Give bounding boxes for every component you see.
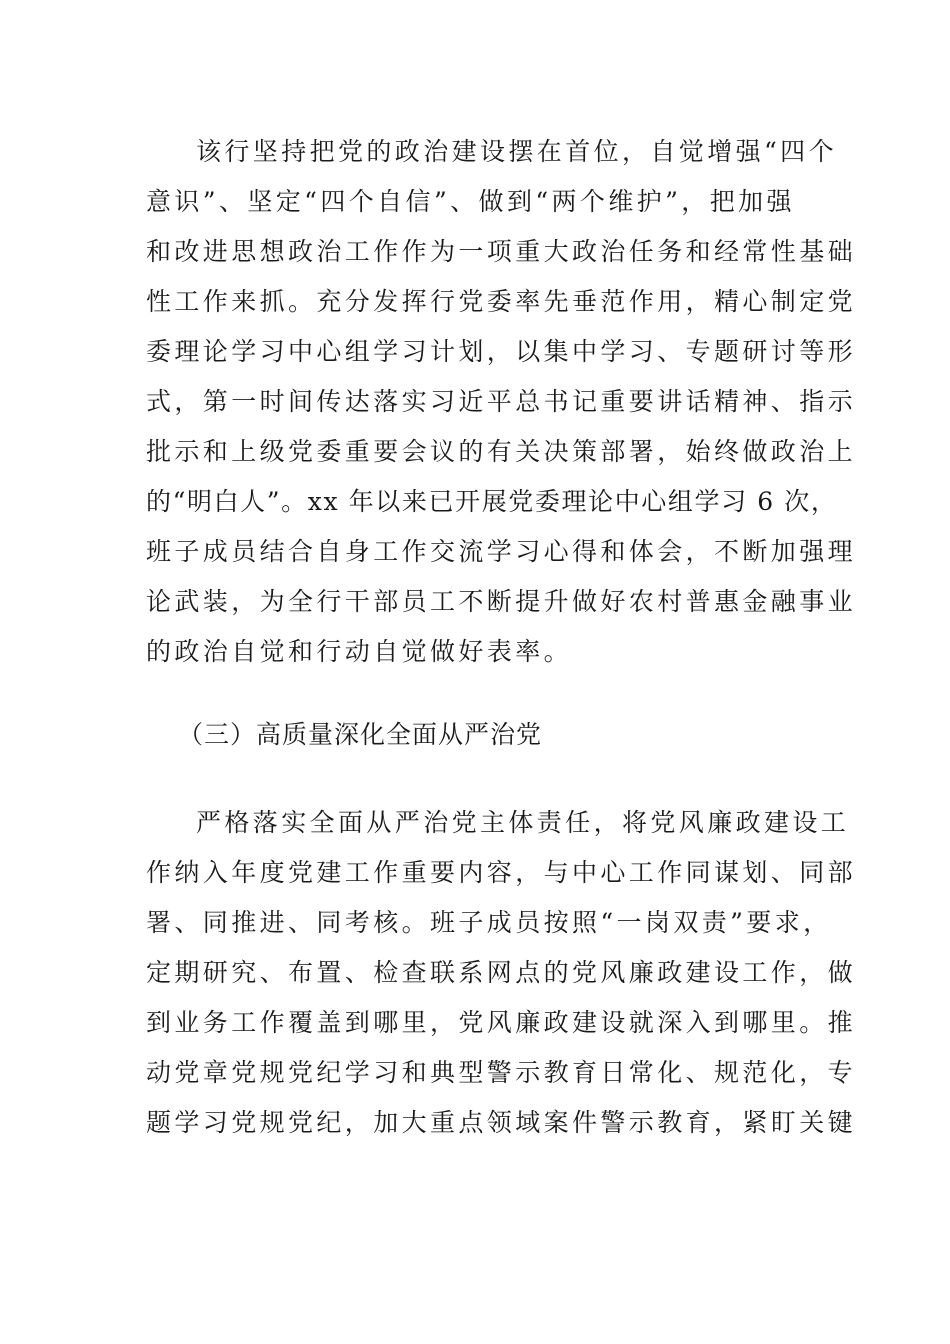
paragraph-line: 作纳入年度党建工作重要内容，与中心工作同谋划、同部 (146, 858, 857, 887)
paragraph-line: 论武装，为全行干部员工不断提升做好农村普惠金融事业 (146, 587, 857, 616)
paragraph-line: 该行坚持把党的政治建设摆在首位，自觉增强“四个 (196, 137, 837, 166)
paragraph-line: 的政治自觉和行动自觉做好表率。 (146, 637, 573, 666)
paragraph-line: 批示和上级党委重要会议的有关决策部署，始终做政治上 (146, 437, 857, 466)
paragraph-line: 意识”、坚定“四个自信”、做到“两个维护”，把加强 (146, 187, 795, 216)
paragraph-line: 到业务工作覆盖到哪里，党风廉政建设就深入到哪里。推 (146, 1008, 857, 1037)
paragraph-line: 严格落实全面从严治党主体责任，将党风廉政建设工 (196, 808, 850, 837)
paragraph-line: 定期研究、布置、检查联系网点的党风廉政建设工作，做 (146, 958, 857, 987)
paragraph-line: 和改进思想政治工作作为一项重大政治任务和经常性基础 (146, 237, 857, 266)
section-heading: （三）高质量深化全面从严治党 (178, 720, 543, 749)
paragraph-line: 委理论学习中心组学习计划，以集中学习、专题研讨等形 (146, 337, 857, 366)
paragraph-line: 题学习党规党纪，加大重点领域案件警示教育，紧盯关键 (146, 1108, 857, 1137)
paragraph-line: 动党章党规党纪学习和典型警示教育日常化、规范化，专 (146, 1058, 857, 1087)
paragraph-line: 班子成员结合自身工作交流学习心得和体会，不断加强理 (146, 537, 857, 566)
paragraph-line: 式，第一时间传达落实习近平总书记重要讲话精神、指示 (146, 387, 857, 416)
paragraph-line: 性工作来抓。充分发挥行党委率先垂范作用，精心制定党 (146, 287, 857, 316)
paragraph-line: 的“明白人”。xx 年以来已开展党委理论中心组学习 6 次， (146, 487, 838, 516)
paragraph-line: 署、同推进、同考核。班子成员按照“一岗双责”要求， (146, 908, 832, 937)
